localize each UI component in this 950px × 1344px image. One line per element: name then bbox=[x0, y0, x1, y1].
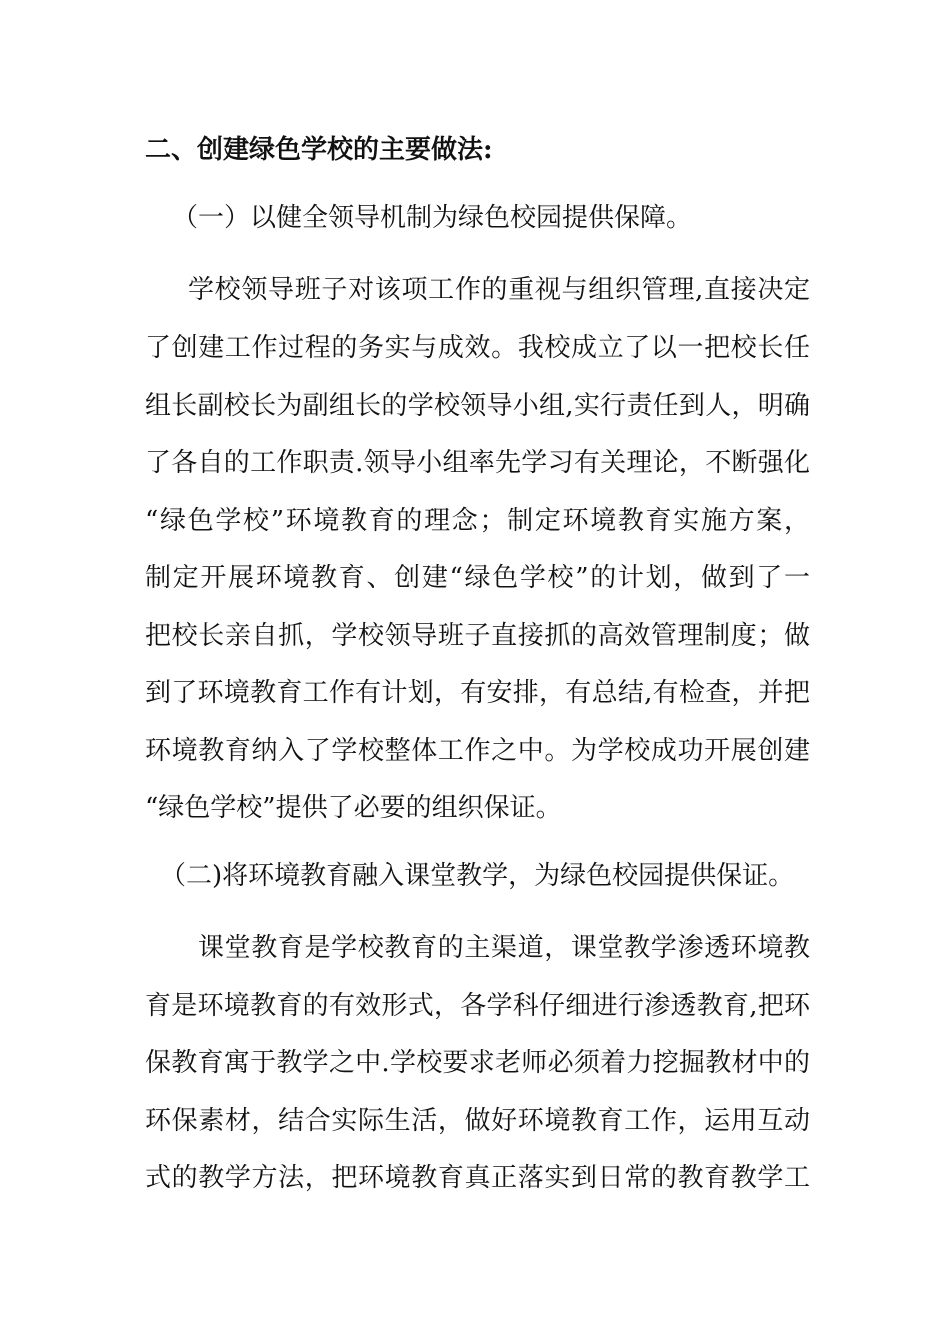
subsection-title-1: （一）以健全领导机制为绿色校园提供保障。 bbox=[172, 203, 693, 233]
paragraph-line: 环保素材，结合实际生活，做好环境教育工作，运用互动 bbox=[145, 1106, 810, 1136]
paragraph-line: “绿色学校”提供了必要的组织保证。 bbox=[145, 793, 562, 823]
paragraph-line: 保教育寓于教学之中.学校要求老师必须着力挖掘教材中的 bbox=[145, 1048, 810, 1078]
paragraph-line: 课堂教育是学校教育的主渠道，课堂教学渗透环境教 bbox=[198, 933, 810, 963]
paragraph-line: 环境教育纳入了学校整体工作之中。为学校成功开展创建 bbox=[145, 736, 810, 766]
paragraph-line: 了各自的工作职责.领导小组率先学习有关理论，不断强化 bbox=[145, 448, 810, 478]
paragraph-line: 了创建工作过程的务实与成效。我校成立了以一把校长任 bbox=[145, 333, 810, 363]
paragraph-line: 制定开展环境教育、创建“绿色学校”的计划，做到了一 bbox=[145, 563, 810, 593]
paragraph-line: 育是环境教育的有效形式，各学科仔细进行渗透教育,把环 bbox=[145, 991, 810, 1021]
section-heading: 二、创建绿色学校的主要做法: bbox=[145, 135, 493, 165]
subsection-title-2: （二)将环境教育融入课堂教学，为绿色校园提供保证。 bbox=[160, 861, 795, 891]
paragraph-line: “绿色学校”环境教育的理念；制定环境教育实施方案， bbox=[145, 506, 810, 536]
paragraph-line: 到了环境教育工作有计划，有安排，有总结,有检查，并把 bbox=[145, 678, 810, 708]
paragraph-line: 学校领导班子对该项工作的重视与组织管理,直接决定 bbox=[188, 275, 810, 305]
paragraph-line: 组长副校长为副组长的学校领导小组,实行责任到人，明确 bbox=[145, 391, 810, 421]
paragraph-line: 把校长亲自抓，学校领导班子直接抓的高效管理制度；做 bbox=[145, 621, 810, 651]
paragraph-line: 式的教学方法，把环境教育真正落实到日常的教育教学工 bbox=[145, 1163, 810, 1193]
